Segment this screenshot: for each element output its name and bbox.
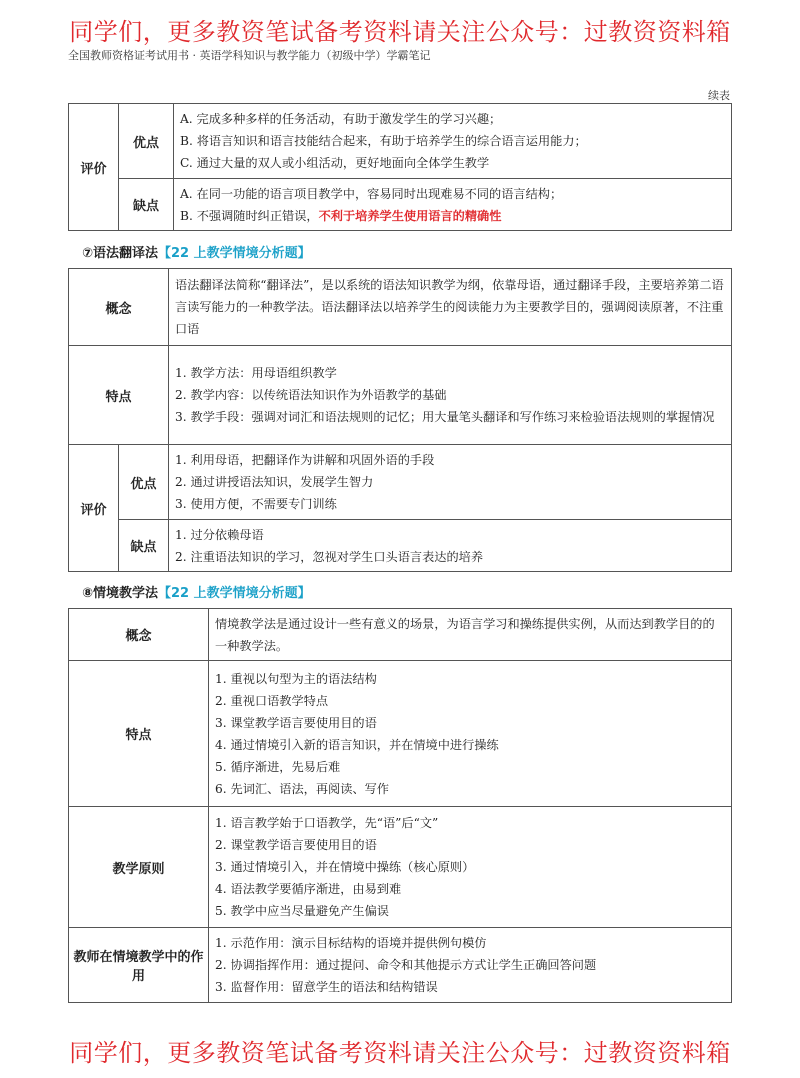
cons-b-highlight: 不利于培养学生使用语言的精确性 <box>318 208 502 223</box>
pros-item: 3. 使用方便，不需要专门训练 <box>175 497 337 511</box>
cons-item: A. 在同一功能的语言项目教学中，容易同时出现难易不同的语言结构； <box>180 186 563 201</box>
cons-item: 1. 过分依赖母语 <box>175 527 264 542</box>
cons-cell <box>169 520 732 572</box>
promo-banner-top: 同学们，更多教资笔试备考资料请关注公众号：过教资资料箱 <box>69 18 731 46</box>
pros-item: A. 完成多种多样的任务活动，有助于激发学生的学习兴趣； <box>180 112 502 126</box>
pros-item: 1. 利用母语，把翻译作为讲解和巩固外语的手段 <box>175 453 435 467</box>
concept-cell: 情境教学法是通过设计一些有意义的场景，为语言学习和操练提供实例，从而达到教学目的的一种教学法。 <box>209 609 732 661</box>
grammar-translation-table <box>68 268 732 572</box>
pros-item: 2. 通过讲授语法知识，发展学生智力 <box>175 475 374 489</box>
features-label: 特点 <box>69 346 169 445</box>
section-heading-grammar-translation <box>82 242 311 261</box>
principles-label: 教学原则 <box>69 807 209 928</box>
concept-label: 概念 <box>69 269 169 346</box>
cons-item: 2. 注重语法知识的学习，忽视对学生口头语言表达的培养 <box>175 549 484 564</box>
situational-method-table <box>68 608 732 1003</box>
feature-item: 1. 教学方法：用母语组织教学 <box>175 366 337 380</box>
pros-label: 优点 <box>119 445 169 520</box>
promo-banner-bottom: 同学们，更多教资笔试备考资料请关注公众号：过教资资料箱 <box>69 1039 731 1067</box>
section-title: ⑦语法翻译法 <box>82 246 159 261</box>
section-heading-situational <box>82 582 311 601</box>
features-cell <box>169 346 732 445</box>
eval-label: 评价 <box>69 104 119 231</box>
pros-item: B. 将语言知识和语言技能结合起来，有助于培养学生的综合语言运用能力； <box>180 134 587 148</box>
section-title: ⑧情境教学法 <box>82 586 159 601</box>
principle-item: 1. 语言教学始于口语教学，先“语”后“文” <box>215 816 439 830</box>
teacher-role-cell <box>209 928 732 1003</box>
section-tag: 【22 上教学情境分析题】 <box>158 586 311 601</box>
feature-item: 4. 通过情境引入新的语言知识，并在情境中进行操练 <box>215 737 499 752</box>
feature-item: 1. 重视以句型为主的语法结构 <box>215 671 377 686</box>
pros-label: 优点 <box>119 104 174 179</box>
eval-label: 评价 <box>69 445 119 572</box>
principle-item: 3. 通过情境引入，并在情境中操练（核心原则） <box>215 860 475 874</box>
feature-item: 5. 循序渐进，先易后难 <box>215 759 341 774</box>
feature-item: 2. 重视口语教学特点 <box>215 693 329 708</box>
role-item: 2. 协调指挥作用：通过提问、命令和其他提示方式让学生正确回答问题 <box>215 958 597 972</box>
feature-item: 3. 教学手段：强调对词汇和语法规则的记忆；用大量笔头翻译和写作练习来检验语法规则的掌握情况 <box>175 410 715 424</box>
feature-item: 6. 先词汇、语法，再阅读、写作 <box>215 781 389 796</box>
feature-item: 2. 教学内容：以传统语法知识作为外语教学的基础 <box>175 388 447 402</box>
concept-cell: 语法翻译法简称“翻译法”，是以系统的语法知识教学为纲，依靠母语，通过翻译手段，主要培养第二语言读写能力的一种教学法。语法翻译法以培养学生的阅读能力为主要教学目的，强调阅读原著，不注重口语 <box>169 269 732 346</box>
features-cell <box>209 661 732 807</box>
concept-label: 概念 <box>69 609 209 661</box>
cons-b-text: B. 不强调随时纠正错误， <box>180 208 319 223</box>
pros-cell <box>169 445 732 520</box>
cons-cell <box>174 179 732 231</box>
teacher-role-label: 教师在情境教学中的作用 <box>69 928 209 1003</box>
features-label: 特点 <box>69 661 209 807</box>
principles-cell <box>209 807 732 928</box>
cons-item <box>180 205 725 227</box>
continued-label: 续表 <box>708 89 730 102</box>
principle-item: 2. 课堂教学语言要使用目的语 <box>215 838 377 852</box>
principle-item: 4. 语法教学要循序渐进，由易到难 <box>215 882 402 896</box>
section-tag: 【22 上教学情境分析题】 <box>158 246 311 261</box>
role-item: 3. 监督作用：留意学生的语法和结构错误 <box>215 980 438 994</box>
role-item: 1. 示范作用：演示目标结构的语境并提供例句模仿 <box>215 936 487 950</box>
cons-label: 缺点 <box>119 179 174 231</box>
book-subtitle: 全国教师资格证考试用书 · 英语学科知识与教学能力（初级中学）学霸笔记 <box>68 49 431 62</box>
pros-item: C. 通过大量的双人或小组活动，更好地面向全体学生教学 <box>180 156 490 170</box>
feature-item: 3. 课堂教学语言要使用目的语 <box>215 715 377 730</box>
task-method-eval-table <box>68 103 732 231</box>
pros-cell <box>174 104 732 179</box>
principle-item: 5. 教学中应当尽量避免产生偏误 <box>215 904 389 918</box>
cons-label: 缺点 <box>119 520 169 572</box>
